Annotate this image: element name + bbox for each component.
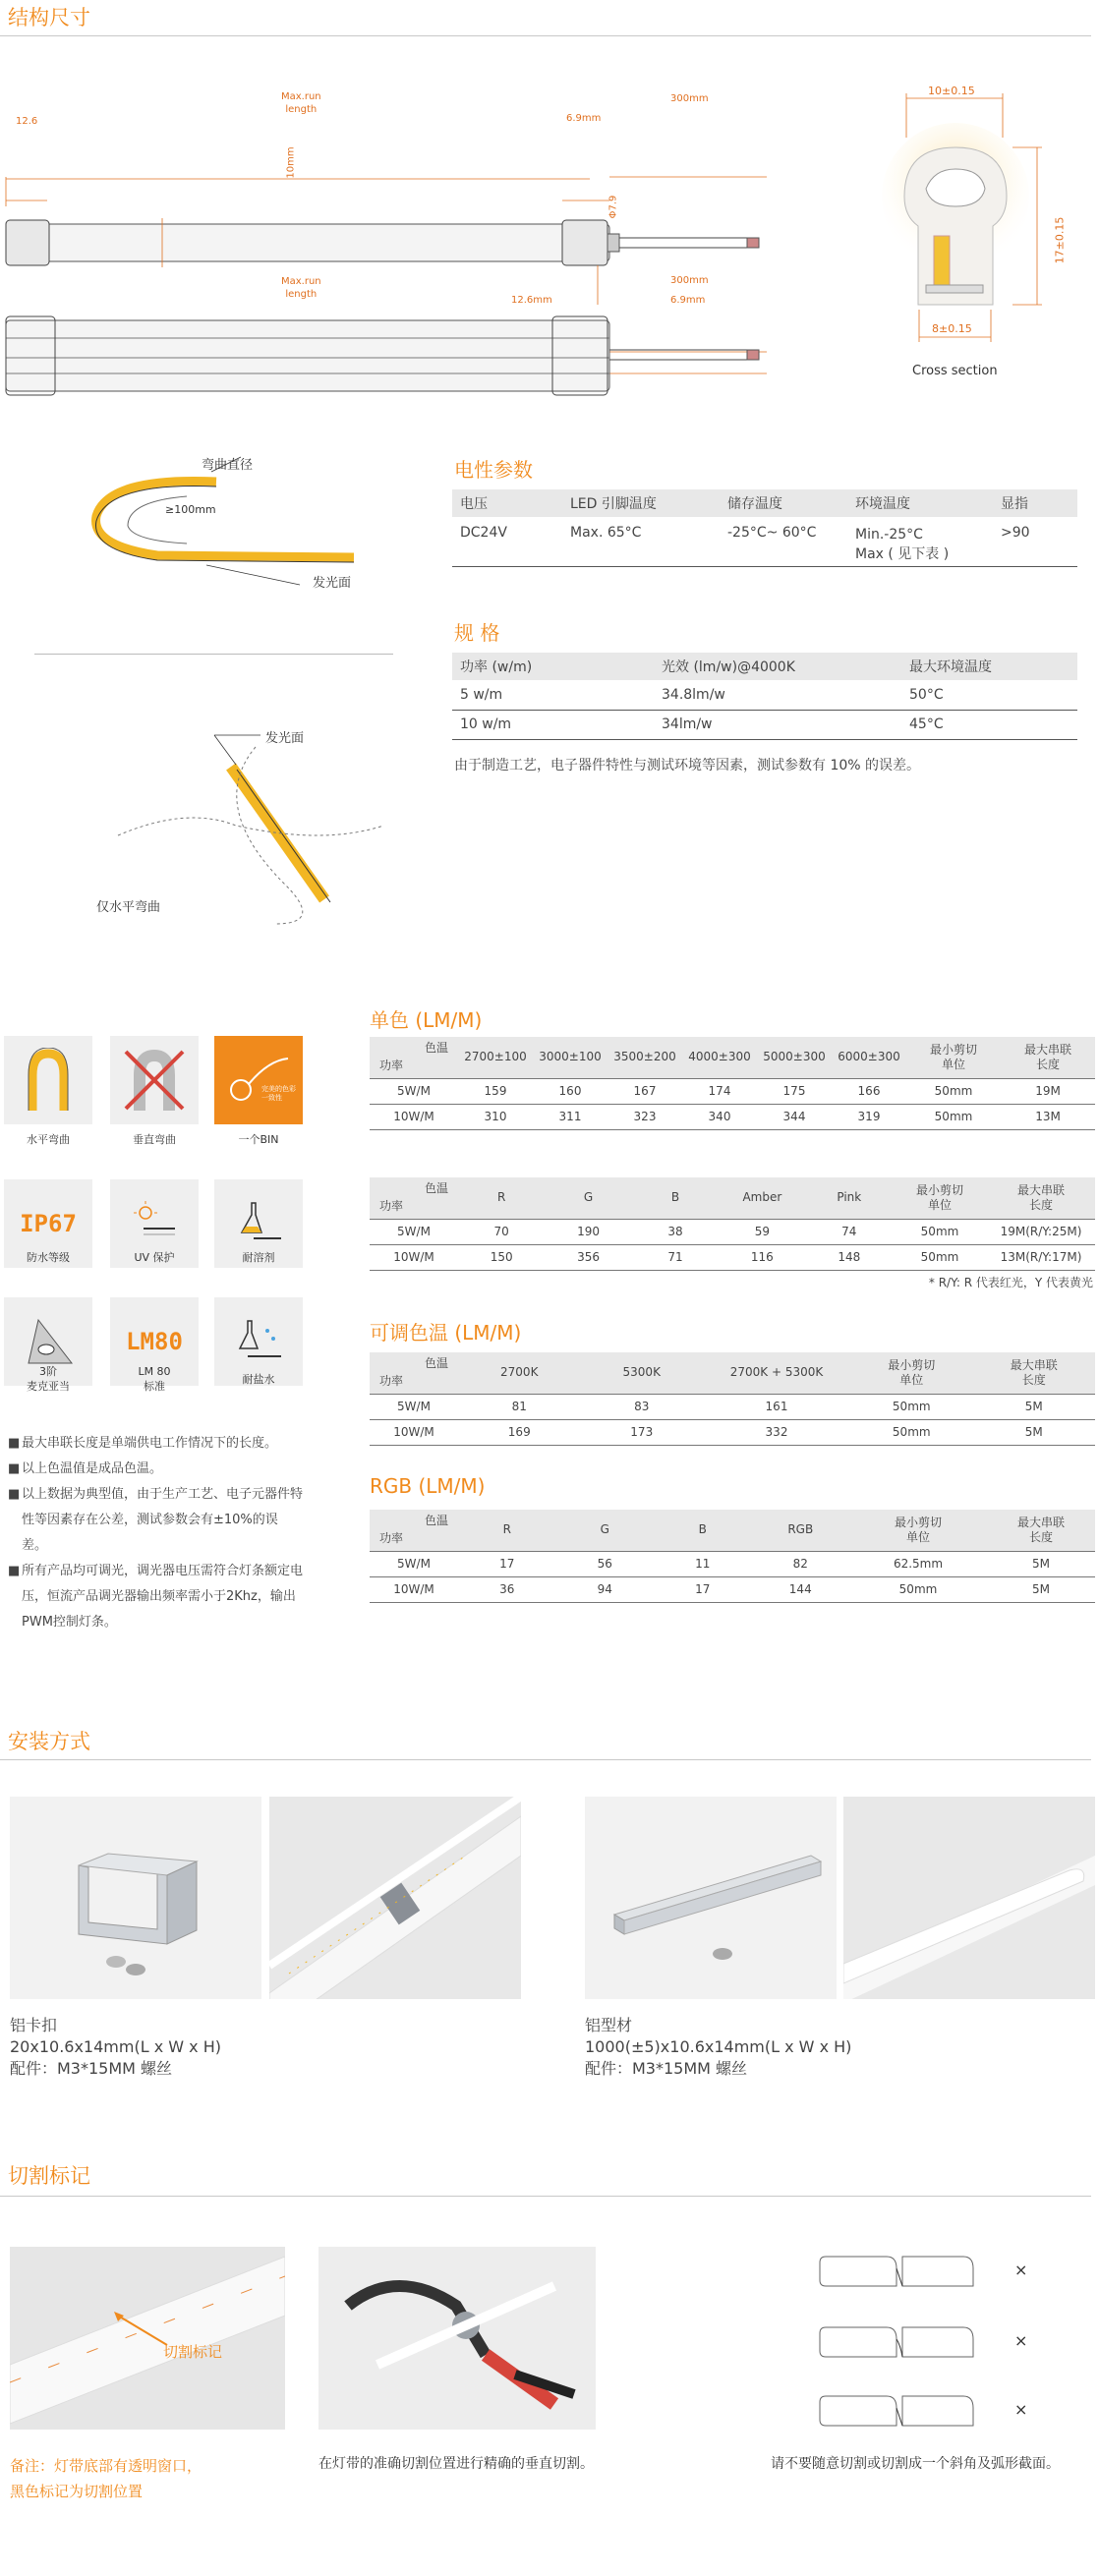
cut-examples [806,2247,1042,2433]
mono-cell: 344 [757,1104,832,1129]
max-run-label-2: Max.run [281,276,321,287]
color-cell: 13M(R/Y:17M) [987,1244,1095,1270]
cross-height-dim: 17±0.15 [1053,216,1067,264]
spec-cell: 34lm/w [662,716,713,732]
color-cell: 116 [719,1244,805,1270]
lm80-icon: LM80 [126,1328,183,1355]
tunable-cell: 173 [581,1419,704,1445]
mono-header: 6000±300 [832,1037,906,1078]
color-cell: 71 [632,1244,719,1270]
spec-cell: 5 w/m [460,686,503,703]
mono-cell: 19M [1001,1078,1095,1104]
rgb-header: 最小剪切 单位 [849,1510,987,1551]
one-bin-icon [219,1041,298,1119]
rgb-title: RGB (LM/M) [370,1474,486,1498]
profile-size: 1000(±5)x10.6x14mm(L x W x H) [585,2037,852,2056]
one-bin-caption: 一个BIN [238,1133,279,1146]
tunable-cell: 161 [703,1394,850,1419]
spec-title: 规 格 [454,621,500,645]
structure-section-title: 结构尺寸 [8,6,90,29]
electrical-table [452,489,1077,567]
dim-connector: 6.9mm [566,113,602,124]
lm80-caption-2: 标准 [144,1380,165,1393]
color-cell: 19M(R/Y:25M) [987,1219,1095,1244]
mono-header: 5000±300 [757,1037,832,1078]
cutting-tool-photo [318,2247,596,2430]
color-cell: 74 [806,1219,893,1244]
structure-divider [0,35,1091,36]
mono-header: 最小剪切 单位 [906,1037,1001,1078]
rgb-cell: 17 [458,1551,556,1576]
electrical-cell: Min.-25°C [855,527,923,543]
tunable-cell: 5M [973,1394,1096,1419]
spec-cell: 34.8lm/w [662,686,725,703]
dim-end-cap: 12.6 [16,116,38,127]
tunable-corner: 色温 功率 [370,1352,458,1394]
one-bin-icon-box [214,1036,303,1124]
spec-cell: 10 w/m [460,716,512,732]
uv-caption: UV 保护 [134,1251,175,1264]
color-cell: 356 [545,1244,631,1270]
cut-wrong-mark-1: × [1014,2261,1028,2279]
vertical-bend-icon [120,1046,189,1115]
flask-icon [234,1199,283,1248]
tunable-cell: 10W/M [370,1419,458,1445]
mono-header: 最大串联 长度 [1001,1037,1095,1078]
cross-base-dim: 8±0.15 [932,322,972,335]
rgb-table [370,1510,1095,1603]
drawing-divider [34,654,393,655]
clip-accessory: 配件：M3*15MM 螺丝 [10,2059,173,2078]
rgb-cell: 62.5mm [849,1551,987,1576]
rgb-cell: 17 [654,1576,752,1602]
mono-cell: 340 [682,1104,757,1129]
color-cell: 5W/M [370,1219,458,1244]
rgb-cell: 82 [752,1551,850,1576]
tunable-cell: 81 [458,1394,581,1419]
rgb-header: RGB [752,1510,850,1551]
bend-diameter-label: 弯曲直径 [202,458,254,473]
vertical-bend-icon-box [110,1036,199,1124]
color-cell: 148 [806,1244,893,1270]
dim-cable: 300mm [670,93,709,104]
cross-width-dim: 10±0.15 [928,85,975,97]
rgb-cell: 5M [987,1576,1095,1602]
rgb-header: G [556,1510,655,1551]
aluminum-profile-photo [585,1797,837,1999]
max-run-label: Max.run [281,91,321,102]
solvent-caption: 耐溶剂 [242,1251,275,1264]
rgb-cell: 94 [556,1576,655,1602]
note-item: ■ 所有产品均可调光，调光器电压需符合灯条额定电压，恒流产品调光器输出频率需小于2Khz，输出PWM控制灯条。 [8,1564,304,1630]
cut-section-title: 切割标记 [8,2164,90,2188]
mono-header: 3500±200 [607,1037,682,1078]
tunable-header: 最大串联 长度 [973,1352,1096,1394]
strip-drawing-side [0,315,786,403]
cut-divider [0,2196,1091,2197]
rgb-cell: 50mm [849,1576,987,1602]
tunable-header: 2700K + 5300K [703,1352,850,1394]
tunable-cell: 5W/M [370,1394,458,1419]
mono-cell: 5W/M [370,1078,458,1104]
rgb-cell: 10W/M [370,1576,458,1602]
mono-cell: 50mm [906,1104,1001,1129]
clip-size: 20x10.6x14mm(L x W x H) [10,2037,221,2056]
tunable-header: 最小剪切 单位 [850,1352,973,1394]
tunable-table [370,1352,1095,1446]
ip67-caption: 防水等级 [27,1251,70,1264]
dim-end-cap-2: 12.6mm [511,295,552,306]
cut-note-orange: 备注：灯带底部有透明窗口， 黑色标记为切割位置 [10,2457,202,2500]
mono-corner: 色温 功率 [370,1037,458,1078]
color-cell: 59 [719,1219,805,1244]
color-cell: 50mm [893,1219,987,1244]
rgb-header: R [458,1510,556,1551]
spec-note: 由于制造工艺，电子器件特性与测试环境等因素，测试参数有 10% 的误差。 [454,758,921,773]
aluminum-clip-photo [10,1797,261,1999]
color-cell: 10W/M [370,1244,458,1270]
color-header: B [632,1177,719,1219]
rgb-corner: 色温 功率 [370,1510,458,1551]
cross-section-caption: Cross section [912,364,998,378]
horizontal-bend-icon [19,1048,78,1113]
color-note: * R/Y: R 代表红光，Y 代表黄光 [928,1276,1093,1289]
color-corner: 色温 功率 [370,1177,458,1219]
mono-cell: 159 [458,1078,533,1104]
clip-name: 铝卡扣 [10,2016,58,2034]
salt-water-icon [234,1317,283,1366]
dim-diameter: Φ7.9 [607,195,619,219]
spec-table [452,653,1077,740]
cut-wrong-mark-3: × [1014,2400,1028,2419]
mono-cell: 50mm [906,1078,1001,1104]
install-divider [0,1759,1091,1760]
electrical-header: 储存温度 [727,496,782,512]
bend-min-label: ≥100mm [165,503,216,516]
color-header: G [545,1177,631,1219]
notes-list [8,1431,303,1635]
cut-note-right: 请不要随意切割或切割成一个斜角及弧形截面。 [771,2456,1060,2472]
cut-wrong-mark-2: × [1014,2331,1028,2350]
rgb-cell: 5M [987,1551,1095,1576]
electrical-cell-extra: Max ( 见下表 ) [855,546,950,562]
color-cell: 70 [458,1219,545,1244]
mono-header: 4000±300 [682,1037,757,1078]
note-item: ■ 以上色温值是成品色温。 [8,1461,163,1476]
lm80-caption-1: LM 80 [138,1365,171,1378]
rgb-cell: 11 [654,1551,752,1576]
rgb-cell: 144 [752,1576,850,1602]
sun-icon [130,1199,179,1248]
tunable-header: 2700K [458,1352,581,1394]
macadam-icon [19,1314,78,1369]
note-item: ■ 以上数据为典型值，由于生产工艺、电子元器件特性等因素存在公差，测试参数会有±10%的误差。 [8,1487,304,1553]
tunable-header: 5300K [581,1352,704,1394]
macadam-caption-2: 麦克亚当 [27,1380,70,1393]
electrical-header: 显指 [1001,496,1028,512]
tunable-title: 可调色温 (LM/M) [370,1321,522,1345]
rgb-cell: 5W/M [370,1551,458,1576]
color-cell: 38 [632,1219,719,1244]
profile-installed-photo [843,1797,1095,1999]
rgb-cell: 36 [458,1576,556,1602]
mono-cell: 167 [607,1078,682,1104]
cut-mark-label: 切割标记 [163,2343,223,2361]
mono-cell: 323 [607,1104,682,1129]
salt-caption: 耐盐水 [242,1373,275,1386]
spec-header: 最大环境温度 [909,659,992,675]
color-header: 最大串联 长度 [987,1177,1095,1219]
length-label-2: length [285,289,318,300]
tunable-cell: 50mm [850,1419,973,1445]
electrical-cell: DC24V [460,525,507,541]
emit-face-label-2: 发光面 [265,731,305,746]
one-bin-inner-text: 完美的色彩一致性 [261,1085,296,1102]
mono-cell: 311 [533,1104,607,1129]
electrical-cell: -25°C~ 60°C [727,525,817,541]
electrical-cell: >90 [1001,525,1030,541]
tunable-cell: 50mm [850,1394,973,1419]
rgb-header: B [654,1510,752,1551]
mono-title: 单色 (LM/M) [370,1008,483,1032]
spec-header: 功率 (w/m) [460,659,533,675]
dim-height: 10mm [285,146,297,179]
color-cell: 150 [458,1244,545,1270]
rgb-cell: 56 [556,1551,655,1576]
mono-cell: 10W/M [370,1104,458,1129]
electrical-cell: Max. 65°C [570,525,642,541]
color-header: 最小剪切 单位 [893,1177,987,1219]
color-header: Amber [719,1177,805,1219]
electrical-header: LED 引脚温度 [570,496,657,512]
strip-drawing-top [6,177,767,305]
electrical-title: 电性参数 [454,458,533,482]
emit-face-label: 发光面 [313,576,352,591]
mono-cell: 160 [533,1078,607,1104]
ip67-icon: IP67 [20,1210,77,1237]
color-header: R [458,1177,545,1219]
clip-installed-photo [269,1797,521,1999]
mono-header: 3000±100 [533,1037,607,1078]
color-table [370,1177,1095,1271]
mono-cell: 13M [1001,1104,1095,1129]
mono-cell: 166 [832,1078,906,1104]
electrical-header: 环境温度 [855,496,910,512]
mono-cell: 310 [458,1104,533,1129]
mono-table [370,1037,1095,1130]
mono-cell: 319 [832,1104,906,1129]
dim-connector-2: 6.9mm [670,295,706,306]
mono-header: 2700±100 [458,1037,533,1078]
rgb-header: 最大串联 长度 [987,1510,1095,1551]
horizontal-bend-caption: 水平弯曲 [27,1133,70,1146]
tunable-cell: 169 [458,1419,581,1445]
tunable-cell: 332 [703,1419,850,1445]
macadam-caption-1: 3阶 [39,1365,57,1378]
spec-header: 光效 (lm/w)@4000K [662,659,795,675]
color-header: Pink [806,1177,893,1219]
mono-cell: 174 [682,1078,757,1104]
cut-mark-photo [10,2247,285,2430]
profile-accessory: 配件：M3*15MM 螺丝 [585,2059,748,2078]
horizontal-only-label: 仅水平弯曲 [96,900,161,915]
color-cell: 190 [545,1219,631,1244]
color-cell: 50mm [893,1244,987,1270]
cut-note-middle: 在灯带的准确切割位置进行精确的垂直切割。 [318,2456,594,2472]
profile-name: 铝型材 [585,2016,633,2034]
install-section-title: 安装方式 [8,1730,90,1753]
tunable-cell: 5M [973,1419,1096,1445]
spec-cell: 45°C [909,716,944,732]
electrical-header: 电压 [460,496,488,512]
spec-cell: 50°C [909,686,944,703]
note-item: ■ 最大串联长度是单端供电工作情况下的长度。 [8,1436,278,1451]
mono-cell: 175 [757,1078,832,1104]
dim-cable-2: 300mm [670,275,709,286]
vertical-bend-caption: 垂直弯曲 [133,1133,176,1146]
tunable-cell: 83 [581,1394,704,1419]
length-label: length [285,104,318,115]
horizontal-bend-icon-box [4,1036,92,1124]
